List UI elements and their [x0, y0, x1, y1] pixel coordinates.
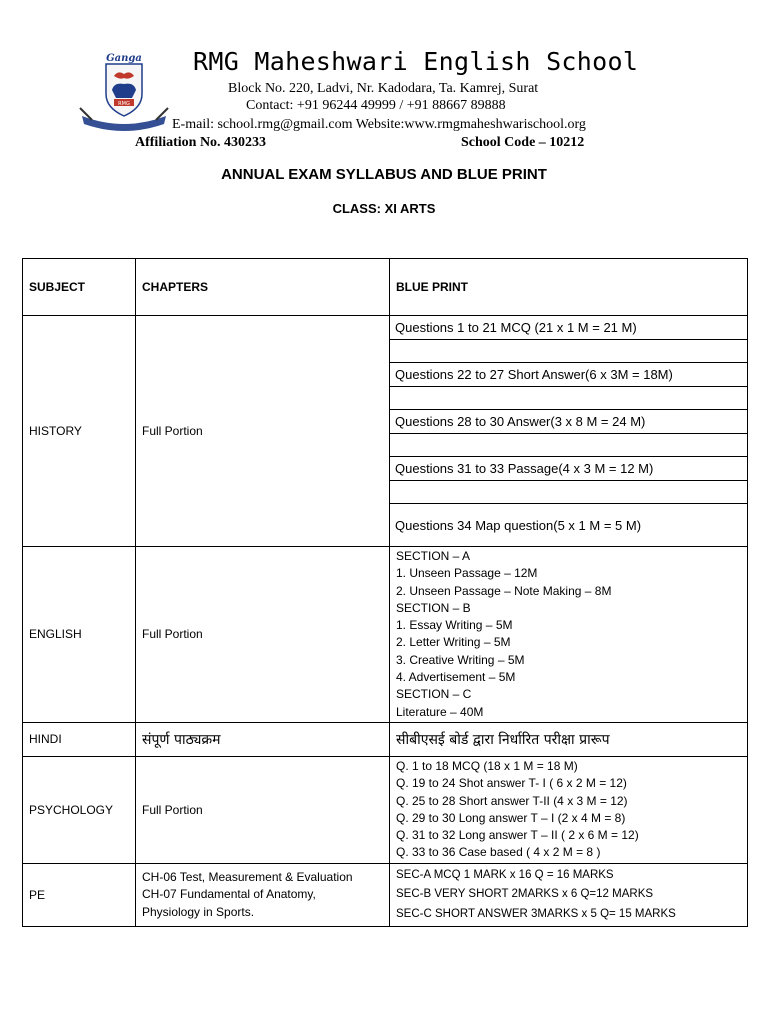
history-blueprint: [390, 316, 748, 547]
pe-chapter-line: CH-07 Fundamental of Anatomy,: [142, 887, 316, 902]
english-bp-line: 1. Essay Writing – 5M: [396, 618, 513, 633]
history-chapters: Full Portion: [136, 316, 390, 547]
syllabus-table: [22, 258, 748, 927]
document-title: ANNUAL EXAM SYLLABUS AND BLUE PRINT: [221, 166, 547, 183]
pe-bp-line: SEC-B VERY SHORT 2MARKS x 6 Q=12 MARKS: [396, 888, 654, 901]
english-bp-line: 2. Letter Writing – 5M: [396, 635, 511, 650]
psychology-bp-line: Q. 31 to 32 Long answer T – II ( 2 x 6 M = 12): [396, 828, 639, 843]
psychology-blueprint: [390, 756, 748, 863]
history-bp-item: Questions 28 to 30 Answer(3 x 8 M = 24 M): [390, 410, 747, 434]
pe-chapter-line: Physiology in Sports.: [142, 904, 255, 919]
psychology-bp-line: Q. 33 to 36 Case based ( 4 x 2 M = 8 ): [396, 845, 601, 860]
header-chapters: CHAPTERS: [136, 259, 390, 316]
pe-bp-line: SEC-A MCQ 1 MARK x 16 Q = 16 MARKS: [396, 868, 614, 881]
psychology-subject: PSYCHOLOGY: [23, 756, 136, 863]
logo-badge-text: RMG: [118, 101, 130, 107]
english-bp-line: 2. Unseen Passage – Note Making – 8M: [396, 583, 612, 598]
school-name: RMG Maheshwari English School: [193, 47, 639, 76]
logo-brand-text: Ganga: [106, 53, 142, 64]
history-bp-item: Questions 34 Map question(5 x 1 M = 5 M): [395, 517, 642, 533]
table-row-hindi: [23, 722, 748, 756]
hindi-blueprint: सीबीएसई बोर्ड द्वारा निर्धारित परीक्षा प्रारूप: [390, 722, 748, 756]
english-bp-line: 1. Unseen Passage – 12M: [396, 566, 538, 581]
psychology-bp-line: Q. 25 to 28 Short answer T-II (4 x 3 M = 12): [396, 793, 628, 808]
history-bp-spacer: [390, 434, 747, 457]
table-header-row: [23, 259, 748, 316]
school-logo: [78, 50, 170, 136]
history-bp-item: Questions 22 to 27 Short Answer(6 x 3M = 18M): [390, 363, 747, 387]
school-address: Block No. 220, Ladvi, Nr. Kadodara, Ta. Kamrej, Surat: [228, 81, 539, 96]
header-blueprint: BLUE PRINT: [390, 259, 748, 316]
class-label: CLASS: XI ARTS: [332, 201, 436, 216]
history-bp-spacer: [390, 387, 747, 410]
psychology-bp-line: Q. 1 to 18 MCQ (18 x 1 M = 18 M): [396, 758, 578, 773]
school-code: School Code – 10212: [461, 135, 585, 150]
pe-bp-line: SEC-C SHORT ANSWER 3MARKS x 5 Q= 15 MARKS: [396, 907, 676, 920]
table-row-psychology: [23, 756, 748, 863]
history-bp-spacer: [390, 340, 747, 363]
history-subject: HISTORY: [23, 316, 136, 547]
pe-chapters: [136, 863, 390, 927]
table-row-history: [23, 316, 748, 547]
header-subject: SUBJECT: [23, 259, 136, 316]
english-chapters: Full Portion: [136, 547, 390, 723]
hindi-chapters: संपूर्ण पाठ्यक्रम: [136, 722, 390, 756]
psychology-bp-line: Q. 19 to 24 Shot answer T- I ( 6 x 2 M = 12): [396, 776, 627, 791]
table-row-pe: [23, 863, 748, 927]
pe-blueprint: [390, 863, 748, 927]
school-email-website: E-mail: school.rmg@gmail.com Website:www.rmgmaheshwarischool.org: [172, 117, 586, 132]
english-subject: ENGLISH: [23, 547, 136, 723]
hindi-subject: HINDI: [23, 722, 136, 756]
history-bp-spacer: [390, 481, 747, 504]
affiliation-number: Affiliation No. 430233: [135, 135, 267, 150]
history-bp-item: Questions 1 to 21 MCQ (21 x 1 M = 21 M): [390, 316, 747, 340]
pe-chapter-line: CH-06 Test, Measurement & Evaluation: [142, 870, 353, 885]
english-blueprint: [390, 547, 748, 723]
english-bp-line: 4. Advertisement – 5M: [396, 670, 516, 685]
psychology-chapters: Full Portion: [136, 756, 390, 863]
table-row-english: [23, 547, 748, 723]
english-bp-line: 3. Creative Writing – 5M: [396, 652, 525, 667]
english-bp-line: SECTION – A: [396, 549, 471, 563]
english-bp-line: SECTION – C: [396, 687, 472, 702]
psychology-bp-line: Q. 29 to 30 Long answer T – I (2 x 4 M = 8): [396, 810, 626, 825]
history-bp-item: Questions 31 to 33 Passage(4 x 3 M = 12 M): [390, 457, 747, 481]
english-bp-line: SECTION – B: [396, 600, 471, 615]
pe-subject: PE: [23, 863, 136, 927]
english-bp-line: Literature – 40M: [396, 704, 484, 719]
school-contact: Contact: +91 96244 49999 / +91 88667 89888: [246, 98, 506, 113]
